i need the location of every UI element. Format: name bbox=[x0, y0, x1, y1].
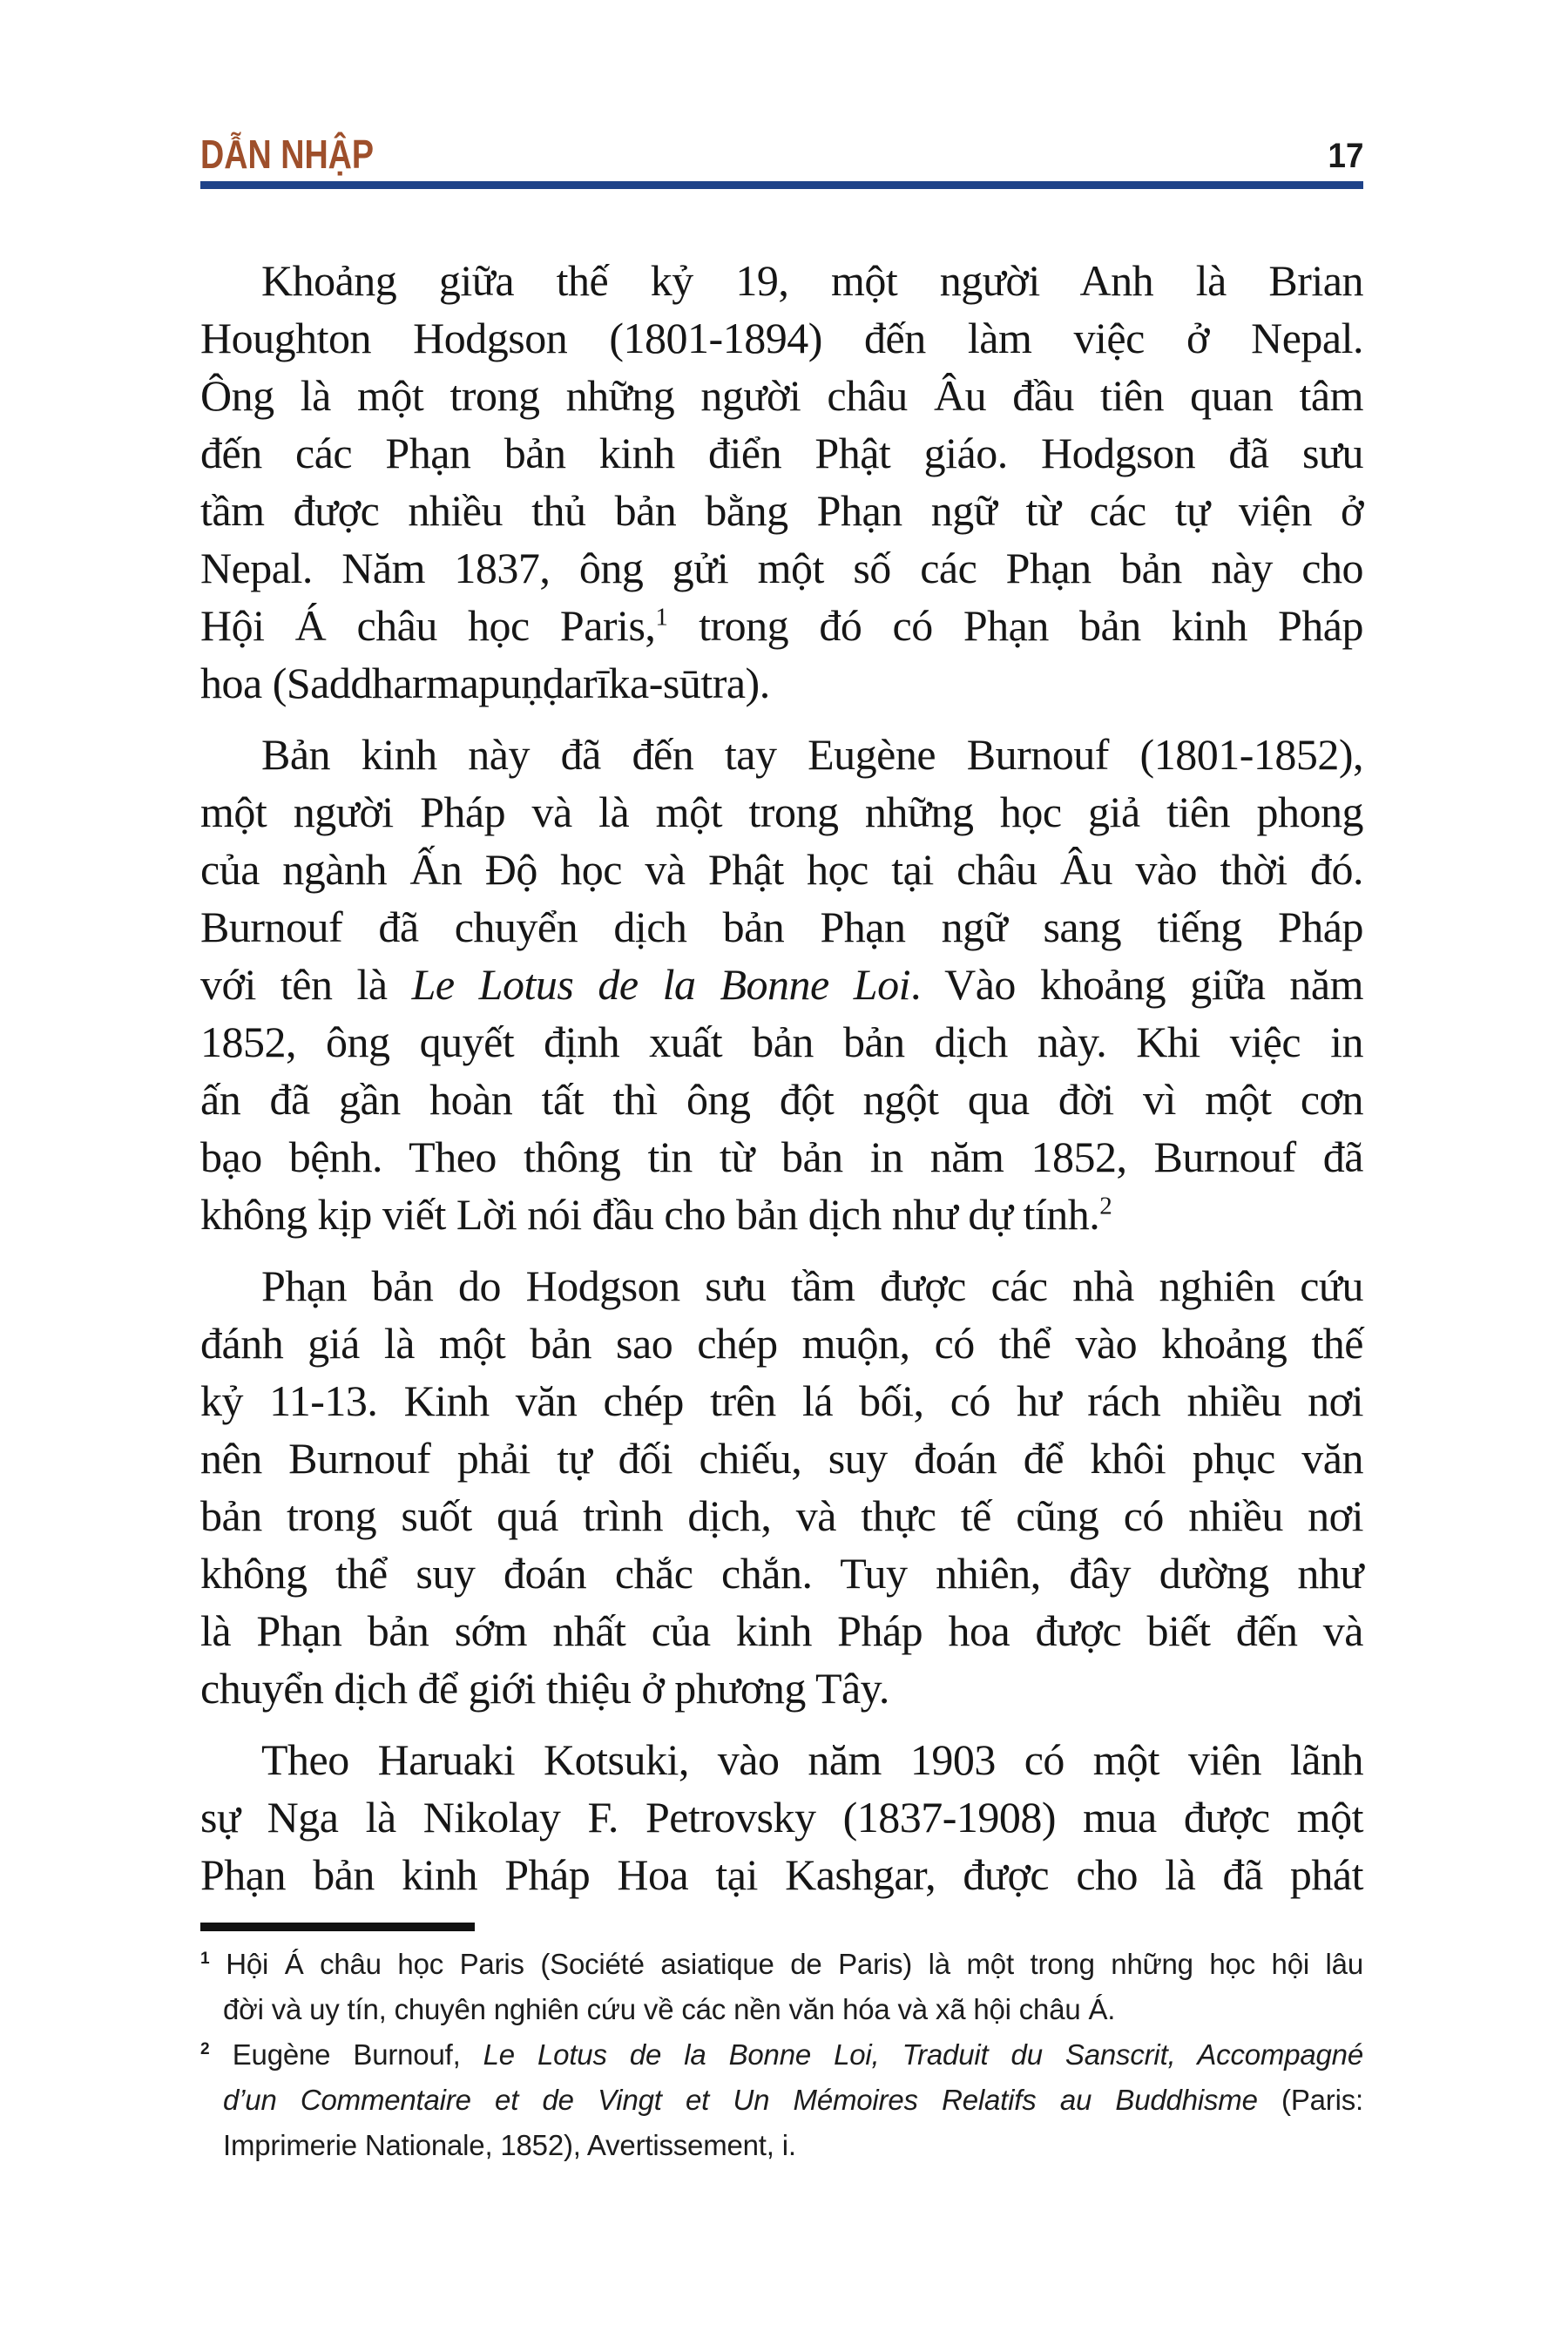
footnotes-section bbox=[200, 1942, 1363, 2168]
text-line: hoa (Saddharmapuṇḍarīka-sūtra). bbox=[200, 659, 770, 707]
page-header bbox=[200, 129, 1363, 177]
text-segment: Hội Á châu học Paris (Société asiatique de Paris) là một trong những học hội lâu bbox=[209, 1948, 1363, 1980]
text-segment: với tên là bbox=[200, 960, 412, 1009]
paragraph-4 bbox=[200, 1731, 1363, 1903]
text-line: Phạn bản kinh Pháp Hoa tại Kashgar, được cho là đã phát bbox=[200, 1850, 1363, 1899]
book-title-italic: Le Lotus de la Bonne Loi, Traduit du Sanscrit, Accompagné bbox=[483, 2038, 1363, 2071]
footnote-1 bbox=[200, 1942, 1363, 2032]
text-line: không thể suy đoán chắc chắn. Tuy nhiên, đây dường như bbox=[200, 1549, 1363, 1598]
text-line: ấn đã gần hoàn tất thì ông đột ngột qua đời vì một cơn bbox=[200, 1075, 1363, 1124]
footnote-ref-2: 2 bbox=[1099, 1192, 1112, 1220]
text-line: một người Pháp và là một trong những học giả tiên phong bbox=[200, 787, 1363, 836]
text-line: nên Burnouf phải tự đối chiếu, suy đoán để khôi phục văn bbox=[200, 1434, 1363, 1483]
text-line: Khoảng giữa thế kỷ 19, một người Anh là Brian bbox=[261, 256, 1363, 305]
text-line: kỷ 11-13. Kinh văn chép trên lá bối, có hư rách nhiều nơi bbox=[200, 1376, 1363, 1425]
text-line: đến các Phạn bản kinh điển Phật giáo. Hodgson đã sưu bbox=[200, 429, 1363, 477]
text-segment: không kịp viết Lời nói đầu cho bản dịch như dự tính. bbox=[200, 1190, 1100, 1239]
text-line bbox=[200, 1186, 1363, 1243]
text-line: bạo bệnh. Theo thông tin từ bản in năm 1852, Burnouf đã bbox=[200, 1132, 1363, 1181]
page-number: 17 bbox=[1328, 137, 1363, 175]
text-line: 1852, ông quyết định xuất bản bản dịch này. Khi việc in bbox=[200, 1017, 1363, 1066]
footnote-marker-1: 1 bbox=[200, 1950, 210, 1968]
footnote-marker-2: 2 bbox=[200, 2040, 210, 2058]
text-line: chuyển dịch để giới thiệu ở phương Tây. bbox=[200, 1664, 889, 1713]
footnote-line bbox=[200, 1942, 1363, 1987]
text-line: Phạn bản do Hodgson sưu tầm được các nhà nghiên cứu bbox=[261, 1261, 1363, 1310]
header-rule bbox=[200, 181, 1363, 189]
footnote-line bbox=[223, 2078, 1363, 2123]
text-segment: (Paris: bbox=[1257, 2084, 1363, 2116]
footnote-separator bbox=[200, 1923, 475, 1931]
footnote-line bbox=[200, 2032, 1363, 2078]
paragraph-2 bbox=[200, 726, 1363, 1243]
footnote-2 bbox=[200, 2032, 1363, 2168]
text-line: Theo Haruaki Kotsuki, vào năm 1903 có một viên lãnh bbox=[261, 1735, 1363, 1784]
paragraph-3 bbox=[200, 1257, 1363, 1717]
text-line: Burnouf đã chuyển dịch bản Phạn ngữ sang tiếng Pháp bbox=[200, 902, 1363, 951]
running-header-title: DẪN NHẬP bbox=[200, 132, 375, 177]
text-line: là Phạn bản sớm nhất của kinh Pháp hoa được biết đến và bbox=[200, 1606, 1363, 1655]
text-line: bản trong suốt quá trình dịch, và thực tế cũng có nhiều nơi bbox=[200, 1491, 1363, 1540]
text-line: Houghton Hodgson (1801-1894) đến làm việc ở Nepal. bbox=[200, 314, 1363, 362]
text-segment: Eugène Burnouf, bbox=[209, 2038, 483, 2071]
footnote-line: Imprimerie Nationale, 1852), Avertissement, i. bbox=[223, 2129, 796, 2161]
book-title-italic: Le Lotus de la Bonne Loi bbox=[411, 960, 910, 1009]
body-text bbox=[200, 252, 1363, 1903]
text-line bbox=[200, 597, 1363, 654]
text-segment: Hội Á châu học Paris, bbox=[200, 601, 656, 650]
footnote-ref-1: 1 bbox=[655, 603, 668, 632]
text-line: sự Nga là Nikolay F. Petrovsky (1837-1908) mua được một bbox=[200, 1793, 1363, 1842]
text-segment: . Vào khoảng giữa năm bbox=[910, 960, 1364, 1009]
book-title-italic: d’un Commentaire et de Vingt et Un Mémoires Relatifs au Buddhisme bbox=[223, 2084, 1258, 2116]
text-line: Ông là một trong những người châu Âu đầu tiên quan tâm bbox=[200, 371, 1363, 420]
text-line: Bản kinh này đã đến tay Eugène Burnouf (1801-1852), bbox=[261, 730, 1363, 779]
paragraph-1 bbox=[200, 252, 1363, 712]
text-line: đánh giá là một bản sao chép muộn, có thể vào khoảng thế bbox=[200, 1319, 1363, 1368]
text-line: tầm được nhiều thủ bản bằng Phạn ngữ từ các tự viện ở bbox=[200, 486, 1363, 535]
footnote-line: đời và uy tín, chuyên nghiên cứu về các nền văn hóa và xã hội châu Á. bbox=[223, 1993, 1116, 2025]
text-line: Nepal. Năm 1837, ông gửi một số các Phạn bản này cho bbox=[200, 544, 1363, 592]
text-line: của ngành Ấn Độ học và Phật học tại châu Âu vào thời đó. bbox=[200, 845, 1363, 894]
text-line bbox=[200, 956, 1363, 1013]
text-segment: trong đó có Phạn bản kinh Pháp bbox=[667, 601, 1364, 650]
